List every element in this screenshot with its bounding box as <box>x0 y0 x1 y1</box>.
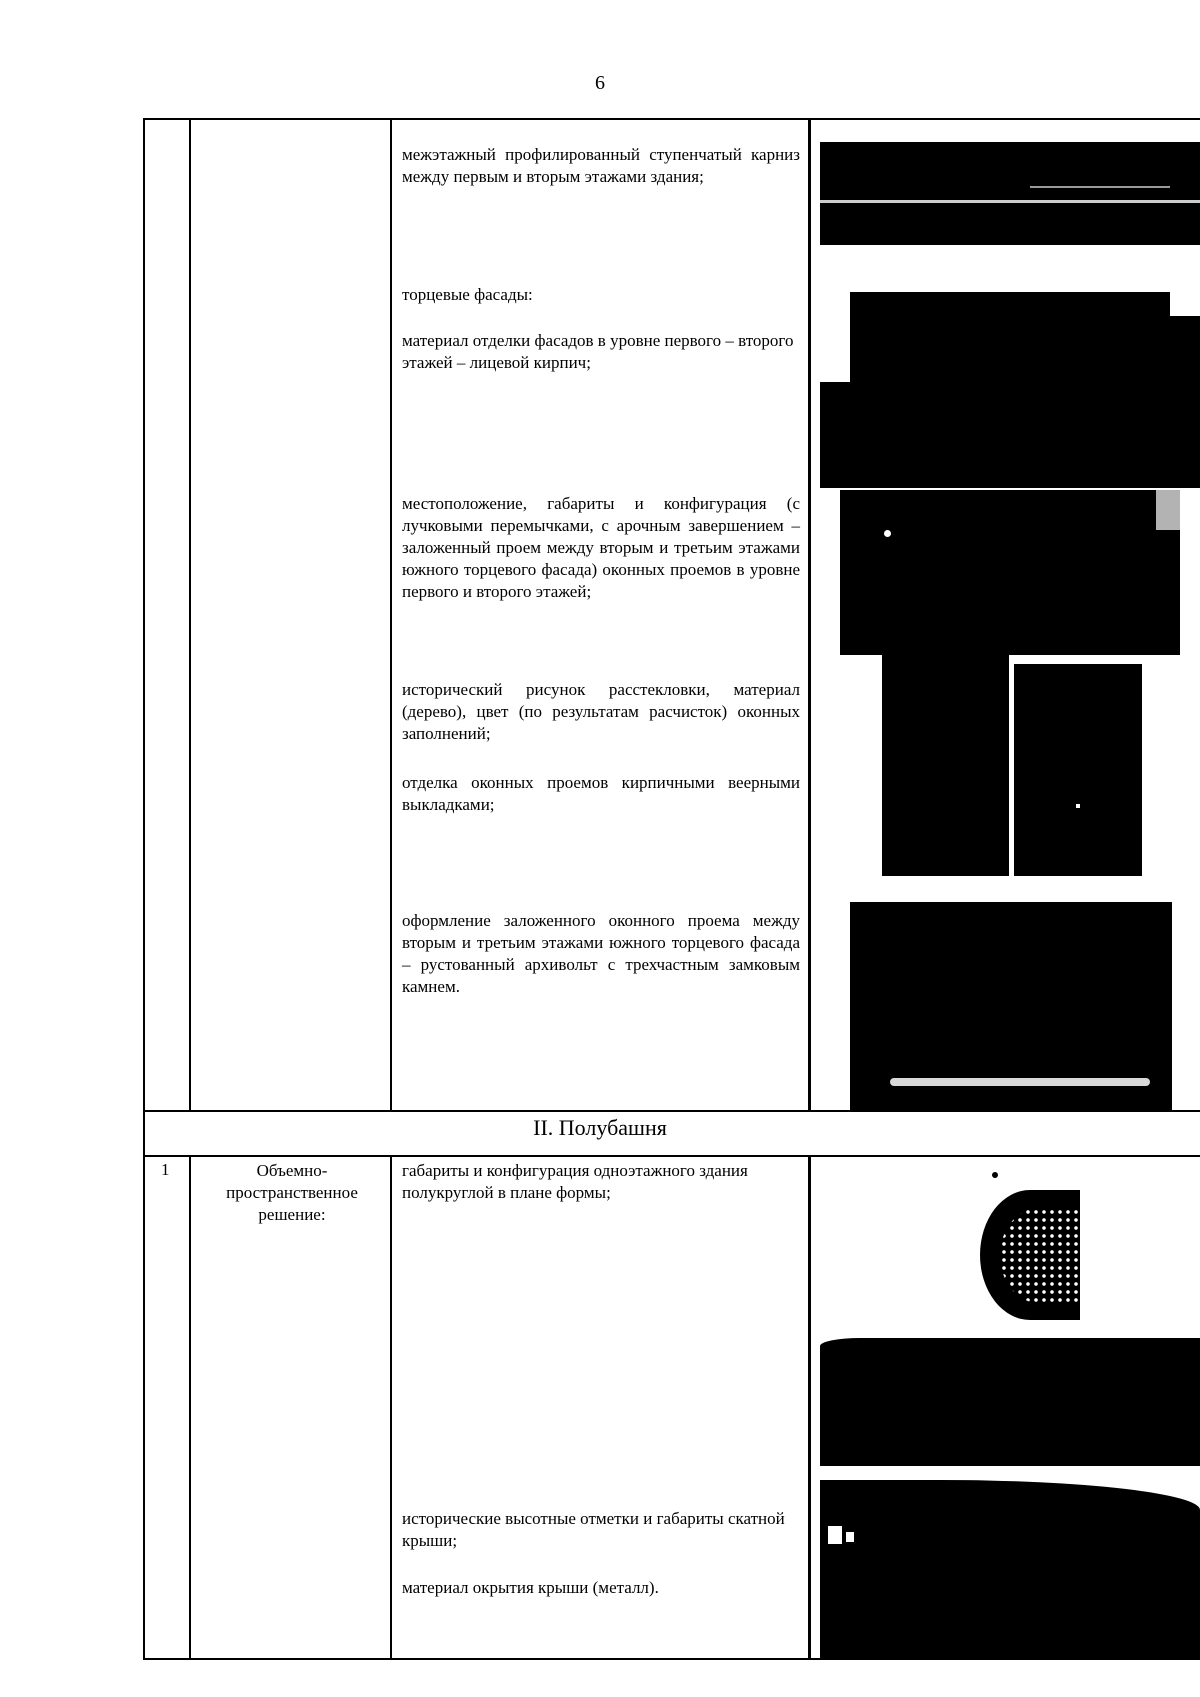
column-divider-1b <box>189 1155 191 1660</box>
window-openings-item: местоположение, габариты и конфигурация (с лучковыми перемычками, с арочным завершением – заложенный проем между вторым и третьим этажами южного торцевого фасада) оконных проемов в уровне первого и второго этажей; <box>402 494 800 601</box>
roof-photo <box>820 1480 1200 1658</box>
photo-speck <box>884 530 891 537</box>
section-top-border <box>143 1110 1200 1112</box>
photo-speck <box>1076 804 1080 808</box>
building-photo <box>820 1338 1200 1466</box>
table-bottom-border <box>143 1658 1200 1660</box>
photo-speck <box>1170 292 1200 316</box>
photo-speck <box>846 1532 854 1542</box>
photo-speck <box>820 200 1200 203</box>
photo-speck <box>828 1526 842 1544</box>
photo-speck <box>820 292 850 382</box>
roof-height-item: исторические высотные отметки и габариты скатной крыши; <box>402 1509 785 1550</box>
brick-trim-item: отделка оконных проемов кирпичными веерными выкладками; <box>402 773 800 814</box>
semicircle-plan-photo <box>950 1160 1080 1340</box>
column-divider-2b <box>390 1155 392 1660</box>
column-divider-2 <box>390 118 392 1110</box>
end-facades-heading: торцевые фасады: <box>402 285 533 304</box>
table-top-border <box>143 118 1200 120</box>
glazing-pattern-item: исторический рисунок расстекловки, материал (дерево), цвет (по результатам расчисток) оконных заполнений; <box>402 680 800 743</box>
roof-material-item: материал окрытия крыши (металл). <box>402 1578 659 1597</box>
plan-dots <box>1000 1208 1078 1303</box>
window-sash-right-photo <box>1014 664 1142 876</box>
column-divider-3b <box>808 1155 811 1660</box>
photo-speck <box>1156 490 1180 530</box>
column-divider-3 <box>808 118 811 1110</box>
page-number: 6 <box>595 72 605 94</box>
window-openings-photo <box>840 490 1180 655</box>
row-label: Объемно-пространственное решение: <box>226 1161 358 1224</box>
dimensions-item: габариты и конфигурация одноэтажного здания полукруглой в плане формы; <box>402 1161 748 1202</box>
row-number: 1 <box>161 1160 170 1179</box>
section-title: II. Полубашня <box>533 1115 667 1140</box>
photo-speck <box>890 1078 1150 1086</box>
column-divider-1 <box>189 118 191 1110</box>
photo-speck <box>1030 186 1170 188</box>
facade-material-item: материал отделки фасадов в уровне первого – второго этажей – лицевой кирпич; <box>402 331 794 372</box>
archivolt-item: оформление заложенного оконного проема между вторым и третьим этажами южного торцевого фасада – рустованный архивольт с трехчастным замковым камнем. <box>402 911 800 996</box>
section-bottom-border <box>143 1155 1200 1157</box>
end-facade-photo <box>820 292 1200 488</box>
cornice-photo <box>820 142 1200 245</box>
plan-shape <box>980 1190 1080 1320</box>
table-left-border <box>143 118 145 1660</box>
archivolt-photo <box>850 902 1172 1110</box>
cornice-item: межэтажный профилированный ступенчатый карниз между первым и вторым этажами здания; <box>402 145 800 186</box>
plan-speck <box>992 1172 998 1178</box>
window-sash-left-photo <box>882 654 1009 876</box>
